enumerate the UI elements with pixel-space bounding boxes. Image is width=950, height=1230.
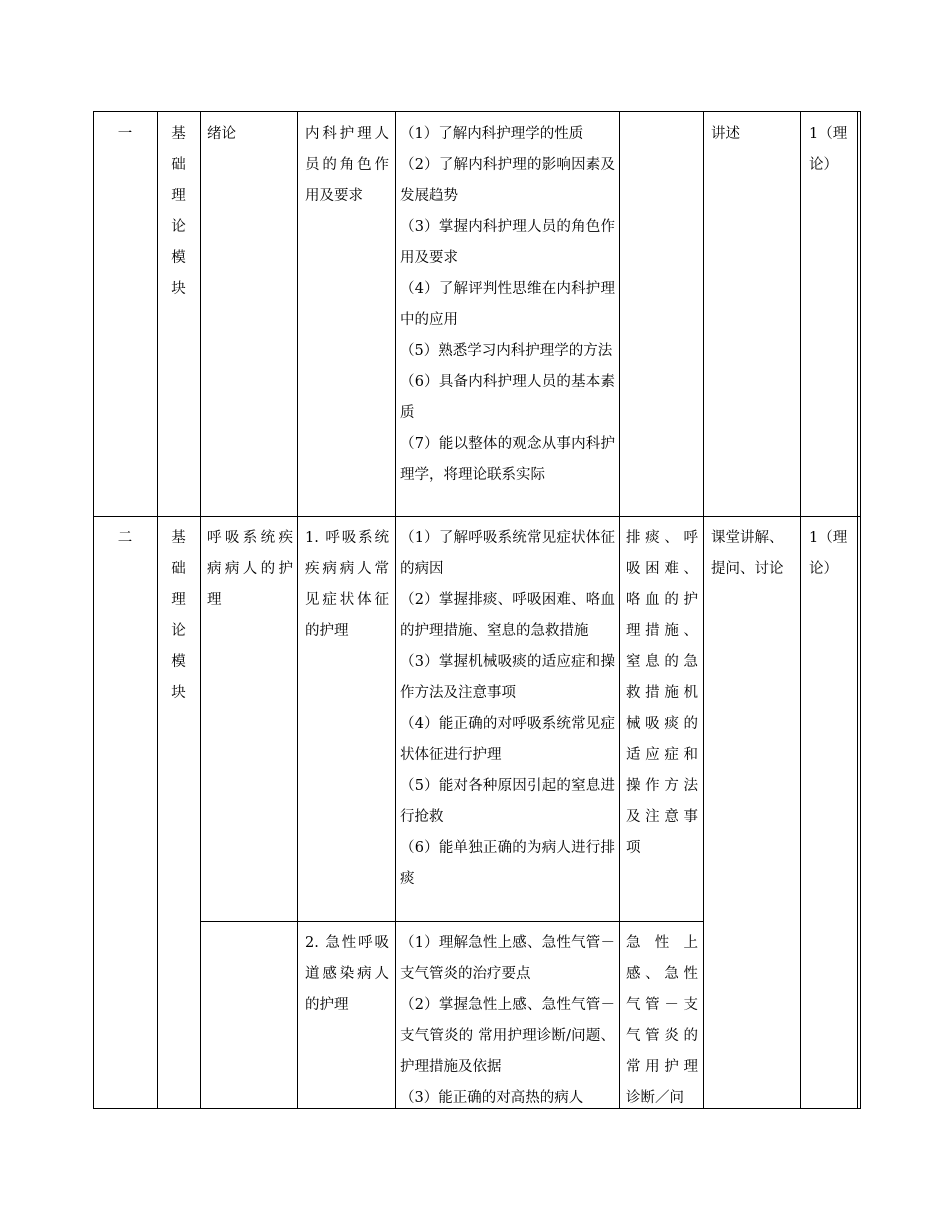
objective-item: （5）能对各种原因引起的窒息进行抢救 [400,778,615,825]
module-char: 模 [171,250,186,266]
row-3-objectives [400,928,615,1114]
table-border-top [93,111,861,112]
row-3-unit: 2. 急性呼吸道感染病人的护理 [305,935,389,1013]
objective-item: （2）了解内科护理的影响因素及发展趋势 [400,157,615,204]
objective-item: （3）掌握机械吸痰的适应症和操作方法及注意事项 [400,654,615,701]
row-1-module [157,119,200,305]
objective-item: （3）能正确的对高热的病人 [400,1090,584,1106]
objective-item: （3）掌握内科护理人员的角色作用及要求 [400,219,615,266]
column-divider [703,111,704,1109]
objective-item: （7）能以整体的观念从事内科护理学，将理论联系实际 [400,436,615,483]
row-2-seq: 二 [117,530,133,546]
module-char: 块 [171,281,186,297]
module-char: 论 [171,623,186,639]
row-2-unit: 1. 呼吸系统疾病病人常见症状体征的护理 [305,530,389,639]
table-border-left [93,111,94,1109]
row-2-key-points: 排痰、呼吸困难、咯血的护理措施、窒息的急救措施机械吸痰的适应症和操作方法及注意事项 [626,530,698,856]
row-2-module [157,523,200,709]
row-1-objectives [400,119,615,491]
objective-item: （1）理解急性上感、急性气管－支气管炎的治疗要点 [400,935,615,982]
objective-item: （1）了解内科护理学的性质 [400,126,584,142]
row-3-key-points: 急性上感、急性气管－支气管炎的常用护理诊断／问 [626,935,698,1106]
objective-item: （2）掌握急性上感、急性气管－支气管炎的 常用护理诊断/问题、护理措施及依据 [400,997,615,1075]
objective-item: （6）能单独正确的为病人进行排痰 [400,840,615,887]
module-char: 块 [171,685,186,701]
row-1-unit: 内科护理人员的角色作用及要求 [305,126,389,204]
course-outline-table [93,111,860,1109]
column-divider [619,111,620,1109]
row-1-seq: 一 [117,126,133,142]
column-divider [200,111,201,1109]
row-2-chapter: 呼吸系统疾病病人的护理 [207,530,293,608]
objective-item: （2）掌握排痰、呼吸困难、咯血的护理措施、窒息的急救措施 [400,592,615,639]
objective-item: （4）能正确的对呼吸系统常见症状体征进行护理 [400,716,615,763]
row-2-method: 课堂讲解、提问、讨论 [711,530,784,577]
objective-item: （4）了解评判性思维在内科护理中的应用 [400,281,615,328]
module-char: 础 [171,157,186,173]
module-char: 基 [171,530,186,546]
row-divider [93,516,861,517]
table-border-right-double [860,111,861,1109]
column-divider [395,111,396,1109]
objective-item: （6）具备内科护理人员的基本素质 [400,374,615,421]
row-1-method: 讲述 [711,126,740,142]
objective-item: （5）熟悉学习内科护理学的方法 [400,343,613,359]
module-char: 模 [171,654,186,670]
column-divider [297,111,298,1109]
row-2-objectives [400,523,615,895]
row-2-hours: 1（理论） [809,530,848,577]
row-1-chapter: 绪论 [207,126,236,142]
objective-item: （1）了解呼吸系统常见症状体征的病因 [400,530,615,577]
row-1-hours: 1（理论） [809,126,848,173]
module-char: 论 [171,219,186,235]
table-border-right [857,111,858,1109]
column-divider [800,111,801,1109]
module-char: 理 [171,188,186,204]
module-char: 基 [171,126,186,142]
row-divider [200,921,703,922]
module-char: 理 [171,592,186,608]
module-char: 础 [171,561,186,577]
